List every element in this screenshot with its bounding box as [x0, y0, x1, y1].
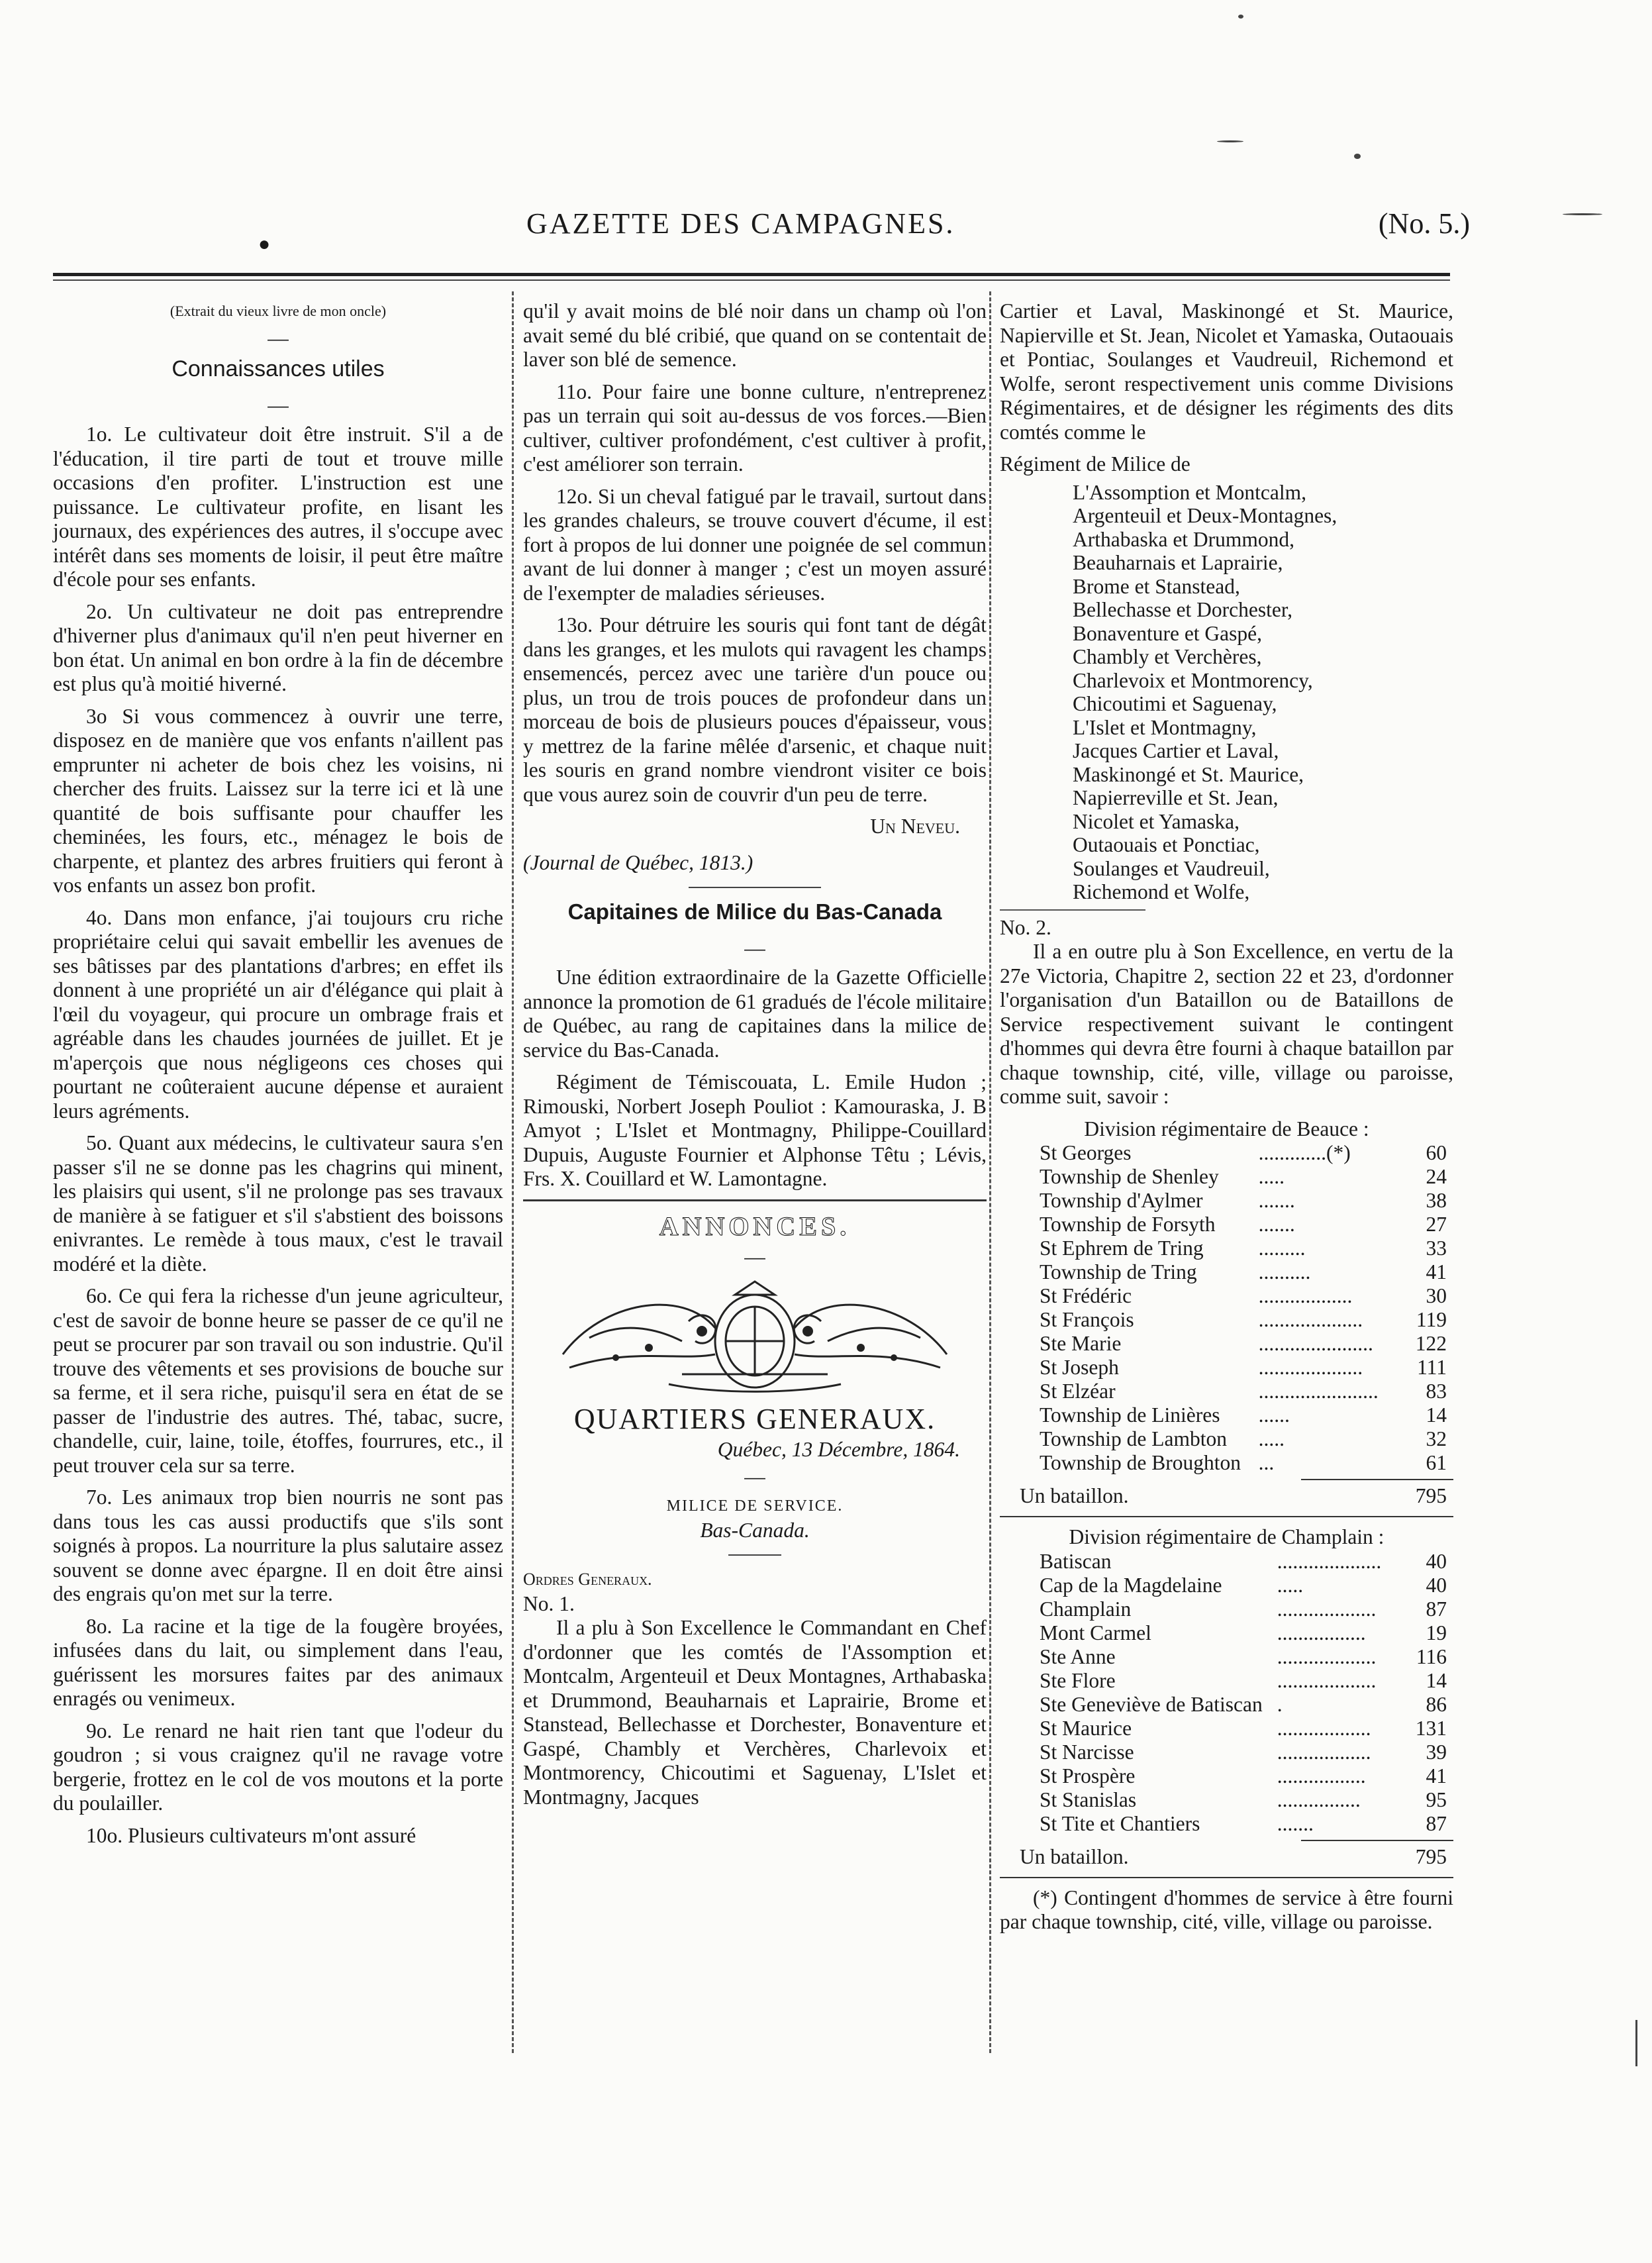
contingent-value: 14: [1426, 1668, 1447, 1692]
location-name: Cap de la Magdelaine: [1040, 1573, 1222, 1597]
table-row: [1000, 1356, 1453, 1380]
table-row: [1000, 1645, 1453, 1669]
table-row: [1000, 1669, 1453, 1693]
contingent-value: 33: [1426, 1236, 1447, 1260]
paragraph: 6o. Ce qui fera la richesse d'un jeune agriculteur, c'est de savoir de bonne heure se passer de ce qu'il ne peut se procurer par son travail ou son industrie. Qu'il trouve des vêtements et ses provisions de bouche sur sa ferme, et il sera riche, puisqu'il sera en état de se passer de l'industrie des autres. Thé, tabac, sucre, chandelle, cuir, laine, toile, étoffes, fourrures, etc., il peut trouver cela sur sa terre.: [53, 1284, 503, 1477]
table-row: [1000, 1788, 1453, 1812]
division-title-champlain: Division régimentaire de Champlain :: [1069, 1525, 1385, 1548]
contingent-value: 95: [1426, 1787, 1447, 1811]
order-number: No. 1.: [523, 1591, 575, 1615]
scan-speck: [1635, 2020, 1637, 2066]
table-row: [1000, 1451, 1453, 1475]
dot-leader: ..........: [1258, 1260, 1311, 1283]
total-label: Un bataillon.: [1020, 1484, 1129, 1507]
list-item: Soulanges et Vaudreuil,: [1073, 856, 1270, 880]
short-rule: [689, 887, 821, 888]
location-name: St François: [1040, 1308, 1134, 1331]
location-name: Ste Marie: [1040, 1332, 1122, 1355]
paragraph: 8o. La racine et la tige de la fougère broyées, infusées dans du lait, ou simplement dans l'eau, guérissent les morsures faites par des animaux enragés ou venimeux.: [53, 1614, 503, 1710]
dot-leader: ...................: [1277, 1668, 1377, 1692]
table-row: [1000, 1165, 1453, 1189]
dot-leader: .: [1277, 1692, 1283, 1716]
dot-leader: ..................: [1277, 1740, 1371, 1764]
table-row: [1000, 1380, 1453, 1403]
location-name: St Elzéar: [1040, 1380, 1116, 1403]
paragraph: 12o. Si un cheval fatigué par le travail, surtout dans les grandes chaleurs, se trouve couvert d'écume, il est fort à propos de lui donner une poignée de sel commun avant de lui donner à manger ; c'est un moyen assuré de l'exempter de maladies sérieuses.: [523, 484, 987, 605]
milice-heading: MILICE DE SERVICE.: [666, 1497, 844, 1515]
dot-leader: ....................: [1258, 1356, 1363, 1379]
table-row: [1000, 1740, 1453, 1764]
paragraph: Régiment de Témiscouata, L. Emile Hudon ; Rimouski, Norbert Joseph Pouliot : Kamouraska, J. B Amyot ; L'Islet et Montmagny, Philippe-Couillard Dupuis, Auguste Fournier et Alphonse Têtu ; Lévis, Frs. X. Couillard et W. Lamontagne.: [523, 1070, 987, 1190]
order-date: Québec, 13 Décembre, 1864.: [717, 1438, 960, 1461]
paragraph: 10o. Plusieurs cultivateurs m'ont assuré: [86, 1823, 416, 1847]
list-item: Brome et Stanstead,: [1073, 574, 1240, 598]
column-3: [1000, 299, 1453, 1942]
dot-leader: .....: [1277, 1573, 1304, 1597]
paragraph: 2o. Un cultivateur ne doit pas entreprendre d'hiverner plus d'animaux qu'il n'en peut hiverner en bon état. Un animal en bon ordre à la fin de décembre est plus qu'à moitié hiverné.: [53, 599, 503, 695]
short-rule: [728, 1554, 781, 1556]
contingent-value: 41: [1426, 1260, 1447, 1283]
dot-leader: ......: [1258, 1403, 1290, 1427]
paragraph: 3o Si vous commencez à ouvrir une terre, disposez en de manière que vos enfants n'aillent pas emprunter ni acheter de bois chez les voisins, ni chercher des fruits. Laissez sur la terre ici et là une quantité de bois suffisante pour chauffer les cheminées, les fours, etc., ménagez le bois de charpente, et plantez des arbres fruitiers qui feront à vos enfants un assez bon profit.: [53, 704, 503, 897]
scan-speck: [1563, 213, 1602, 215]
location-name: Batiscan: [1040, 1549, 1112, 1573]
source-note: (Extrait du vieux livre de mon oncle): [170, 303, 387, 319]
scan-speck: [1217, 140, 1243, 142]
list-item: Argenteuil et Deux-Montagnes,: [1073, 504, 1337, 527]
column-1: [53, 299, 503, 1856]
list-item: Beauharnais et Laprairie,: [1073, 551, 1283, 574]
contingent-value: 14: [1426, 1403, 1447, 1427]
separator-dash: —: [744, 936, 765, 960]
location-name: St Georges: [1040, 1141, 1132, 1164]
section-title-connaissances: Connaissances utiles: [171, 356, 385, 381]
contingent-value: 32: [1426, 1427, 1447, 1450]
table-row: [1000, 1236, 1453, 1260]
column-2: [523, 299, 987, 1817]
list-item: L'Islet et Montmagny,: [1073, 715, 1257, 739]
contingent-value: 40: [1426, 1549, 1447, 1573]
list-item: Richemond et Wolfe,: [1073, 880, 1250, 903]
location-name: Ste Flore: [1040, 1668, 1116, 1692]
table-row: [1000, 1189, 1453, 1213]
contingent-value: 41: [1426, 1764, 1447, 1787]
page-header: [258, 207, 1470, 253]
division-title-beauce: Division régimentaire de Beauce :: [1084, 1117, 1369, 1140]
table-row: [1000, 1260, 1453, 1284]
contingent-value: 122: [1415, 1332, 1447, 1355]
dot-leader: .......: [1258, 1189, 1295, 1212]
contingent-value: 61: [1426, 1451, 1447, 1474]
contingent-value: 24: [1426, 1165, 1447, 1188]
dot-leader: .............(*): [1258, 1141, 1351, 1164]
location-name: St Stanislas: [1040, 1787, 1137, 1811]
location-name: St Joseph: [1040, 1356, 1119, 1379]
royal-crest-icon: [550, 1275, 960, 1401]
paragraph: 9o. Le renard ne hait rien tant que l'odeur du goudron ; si vous craignez qu'il ne ravage votre bergerie, frottez en le col de vos moutons et la porte du poulailler.: [53, 1719, 503, 1815]
dot-leader: ...: [1258, 1451, 1275, 1474]
dot-leader: .......: [1258, 1213, 1295, 1236]
quartiers-generaux-heading: QUARTIERS GENERAUX.: [573, 1402, 936, 1435]
short-rule: [1000, 909, 1145, 911]
champlain-table: [1000, 1550, 1453, 1836]
table-row: [1000, 1332, 1453, 1356]
paragraph: 11o. Pour faire une bonne culture, n'entreprenez pas un terrain qui soit au-dessus de vos forces.—Bien cultiver, cultiver profondément, c'est cultiver à profit, c'est améliorer son terrain.: [523, 379, 987, 476]
header-rule: [53, 273, 1450, 276]
table-row: [1000, 1141, 1453, 1165]
table-row: [1000, 1427, 1453, 1451]
journal-source: (Journal de Québec, 1813.): [523, 850, 753, 874]
list-item: Bellechasse et Dorchester,: [1073, 598, 1292, 621]
location-name: St Ephrem de Tring: [1040, 1236, 1204, 1260]
paragraph: Il a plu à Son Excellence le Commandant en Chef d'ordonner que les comtés de l'Assomption et Montcalm, Argenteuil et Deux Montagnes, Arthabaska et Drummond, Beauharnais et Laprairie, Brome et Stanstead, Bellechasse et Dorchester, Bonaventure et Gaspé, Chambly et Verchères, Charlevoix et Montmorency, Chicoutimi et Saguenay, L'Islet et Montmagny, Jacques: [523, 1616, 987, 1809]
paragraph: 4o. Dans mon enfance, j'ai toujours cru riche propriétaire celui qui savait embellir les avenues de ses bâtisses par des plantations d'arbres; en effet ils donnent à une propriété un air d'élégance qui plait à l'œil du voyageur, qui procure un ombrage frais et agréable dans les chaudes journées de juillet. Et je m'aperçois que nous négligeons ces choses qui pourtant ne coûteraient aucune dépense et auraient leurs agréments.: [53, 905, 503, 1123]
location-name: Township de Broughton: [1040, 1451, 1241, 1474]
list-item: Chicoutimi et Saguenay,: [1073, 692, 1277, 715]
table-row: [1000, 1764, 1453, 1788]
list-item: Nicolet et Yamaska,: [1073, 809, 1239, 833]
issue-number: (No. 5.): [1378, 207, 1470, 240]
dot-leader: ..................: [1277, 1716, 1371, 1740]
contingent-value: 40: [1426, 1573, 1447, 1597]
contingent-value: 60: [1426, 1141, 1447, 1164]
table-row: [1000, 1213, 1453, 1236]
location-name: Township de Lambton: [1040, 1427, 1228, 1450]
table-row: [1000, 1621, 1453, 1645]
beauce-total: [1000, 1484, 1453, 1508]
contingent-value: 87: [1426, 1597, 1447, 1621]
table-row: [1000, 1597, 1453, 1621]
list-item: Jacques Cartier et Laval,: [1073, 739, 1279, 762]
contingent-value: 30: [1426, 1284, 1447, 1307]
dot-leader: ......................: [1258, 1332, 1373, 1355]
table-row: [1000, 1550, 1453, 1574]
separator-dash: —: [267, 326, 289, 350]
column-divider-1: [512, 291, 514, 2053]
table-row: [1000, 1845, 1453, 1869]
bullet-mark: ●: [258, 233, 271, 255]
location-name: Township d'Aylmer: [1040, 1189, 1203, 1212]
table-row: [1000, 1484, 1453, 1508]
separator-dash: —: [267, 393, 289, 417]
location-name: St Narcisse: [1040, 1740, 1134, 1764]
total-value: 795: [1415, 1484, 1447, 1507]
order-number: No. 2.: [1000, 915, 1051, 939]
contingent-value: 27: [1426, 1213, 1447, 1236]
location-name: Township de Tring: [1040, 1260, 1197, 1283]
contingent-value: 38: [1426, 1189, 1447, 1212]
sum-rule: [1301, 1840, 1453, 1841]
list-item: Maskinongé et St. Maurice,: [1073, 762, 1304, 786]
dot-leader: ...................: [1277, 1644, 1377, 1668]
dot-leader: ................: [1277, 1787, 1361, 1811]
dot-leader: .....: [1258, 1165, 1285, 1188]
total-value: 795: [1415, 1844, 1447, 1868]
dot-leader: .................: [1277, 1621, 1366, 1644]
table-row: [1000, 1574, 1453, 1597]
list-item: L'Assomption et Montcalm,: [1073, 480, 1307, 504]
paragraph: 7o. Les animaux trop bien nourris ne sont pas dans tous les cas aussi productifs que s'ils sont soignés à propos. La nourriture la plus salutaire assez souvent se donne avec épargne. Il en doit être ainsi des engrais qu'on met sur la terre.: [53, 1485, 503, 1605]
paragraph: 5o. Quant aux médecins, le cultivateur saura s'en passer s'il ne se donne pas les chagrins qui minent, les plaisirs qui usent, s'il ne prolonge pas ses travaux de manière à se fatiguer et s'il s'abstient des boissons enivrantes. Le remède à tous maux, c'est le travail modéré et la diète.: [53, 1131, 503, 1276]
champlain-total: [1000, 1845, 1453, 1869]
newspaper-title: GAZETTE DES CAMPAGNES.: [526, 207, 955, 240]
ordres-generaux-heading: Ordres Generaux.: [523, 1570, 652, 1589]
location-name: St Prospère: [1040, 1764, 1136, 1787]
section-rule: [523, 1199, 987, 1201]
table-row: [1000, 1403, 1453, 1427]
header-rule-thin: [53, 279, 1450, 281]
separator-dash: —: [744, 1464, 765, 1488]
regiment-list: [1073, 481, 1453, 904]
list-item: Charlevoix et Montmorency,: [1073, 668, 1313, 692]
list-item: Outaouais et Ponctiac,: [1073, 833, 1260, 856]
list-item: Bonaventure et Gaspé,: [1073, 621, 1263, 645]
paragraph: Il a en outre plu à Son Excellence, en vertu de la 27e Victoria, Chapitre 2, section 22 et 23, d'ordonner l'organisation d'un Bataillon ou de Bataillons de Service respectivement suivant le contingent d'hommes qui devra être fourni à chaque bataillon par chaque township, cité, ville, village ou paroisse, comme suit, savoir :: [1000, 940, 1453, 1108]
list-item: Napierreville et St. Jean,: [1073, 786, 1279, 809]
list-item: Chambly et Verchères,: [1073, 645, 1262, 668]
paragraph-continued: Cartier et Laval, Maskinongé et St. Maurice, Napierville et St. Jean, Nicolet et Yamaska, Outaouais et Pontiac, Soulanges et Vaudreuil, Richemond et Wolfe, seront respectivement unis comme Divisions Régimentaires, et de désigner les régiments des dits comtés comme le: [1000, 299, 1453, 444]
dot-leader: .....: [1258, 1427, 1285, 1450]
dot-leader: .................: [1277, 1764, 1366, 1787]
dot-leader: .......: [1277, 1811, 1314, 1835]
dot-leader: ....................: [1277, 1549, 1382, 1573]
sum-rule: [1301, 1479, 1453, 1480]
location-name: Township de Linières: [1040, 1403, 1220, 1427]
separator-dash: —: [744, 1245, 765, 1268]
contingent-value: 116: [1416, 1644, 1447, 1668]
contingent-value: 87: [1426, 1811, 1447, 1835]
table-row: [1000, 1308, 1453, 1332]
beauce-table: [1000, 1141, 1453, 1475]
location-name: St Tite et Chantiers: [1040, 1811, 1200, 1835]
list-item: Arthabaska et Drummond,: [1073, 527, 1295, 551]
contingent-value: 39: [1426, 1740, 1447, 1764]
dot-leader: .......................: [1258, 1380, 1379, 1403]
table-row: [1000, 1812, 1453, 1836]
location-name: St Maurice: [1040, 1716, 1132, 1740]
section-rule: [1000, 1516, 1453, 1517]
table-row: [1000, 1717, 1453, 1740]
section-title-capitaines: Capitaines de Milice du Bas-Canada: [567, 899, 942, 924]
section-rule: [1000, 1877, 1453, 1878]
signature: Un Neveu.: [870, 815, 960, 838]
location-name: Ste Anne: [1040, 1644, 1116, 1668]
column-divider-2: [989, 291, 991, 2053]
location-name: Champlain: [1040, 1597, 1132, 1621]
location-name: Ste Geneviève de Batiscan: [1040, 1692, 1263, 1716]
location-name: Township de Shenley: [1040, 1165, 1219, 1188]
paragraph: Une édition extraordinaire de la Gazette Officielle annonce la promotion de 61 gradués de l'école militaire de Québec, au rang de capitaines dans la milice de service du Bas-Canada.: [523, 966, 987, 1062]
dot-leader: .........: [1258, 1236, 1306, 1260]
annonces-heading: ANNONCES.: [659, 1211, 851, 1241]
bas-canada-heading: Bas-Canada.: [700, 1518, 810, 1542]
paragraph: 1o. Le cultivateur doit être instruit. S'il a de l'éducation, il tire parti de tout et trouve mille occasions d'en profiter. L'instruction est une puissance. Le cultivateur profite, en lisant les journaux, des expériences des autres, il s'occupe avec intérêt dans ses moments de loisir, il peut être maître d'école pour ses enfants.: [53, 423, 503, 591]
scan-speck: [1238, 15, 1243, 19]
regiment-heading: Régiment de Milice de: [1000, 452, 1190, 476]
total-label: Un bataillon.: [1020, 1844, 1129, 1868]
location-name: Township de Forsyth: [1040, 1213, 1216, 1236]
footnote: (*) Contingent d'hommes de service à être fourni par chaque township, cité, ville, village ou paroisse.: [1000, 1886, 1453, 1933]
dot-leader: ...................: [1277, 1597, 1377, 1621]
contingent-value: 111: [1417, 1356, 1447, 1379]
dot-leader: ..................: [1258, 1284, 1353, 1307]
contingent-value: 131: [1415, 1716, 1447, 1740]
table-row: [1000, 1693, 1453, 1717]
contingent-value: 83: [1426, 1380, 1447, 1403]
table-row: [1000, 1284, 1453, 1308]
contingent-value: 86: [1426, 1692, 1447, 1716]
paragraph: 13o. Pour détruire les souris qui font tant de dégât dans les granges, et les mulots qui ravagent les champs ensemencés, percez avec une tarière d'un pouce ou plus, un trou de trois pouces de profondeur dans un morceau de bois de plusieurs pouces d'épaisseur, vous y mettrez de la farine mêlée d'arsenic, et chaque nuit les souris en grand nombre viendront visiter ce bois que vous aurez soin de couvrir d'un peu de terre.: [523, 613, 987, 806]
dot-leader: ....................: [1258, 1308, 1363, 1331]
scan-speck: [1354, 154, 1361, 159]
contingent-value: 119: [1416, 1308, 1447, 1331]
contingent-value: 19: [1426, 1621, 1447, 1644]
location-name: St Frédéric: [1040, 1284, 1132, 1307]
location-name: Mont Carmel: [1040, 1621, 1151, 1644]
paragraph-continued: qu'il y avait moins de blé noir dans un champ où l'on avait semé du blé cribié, que quand on se contentait de laver son blé de semence.: [523, 299, 987, 371]
